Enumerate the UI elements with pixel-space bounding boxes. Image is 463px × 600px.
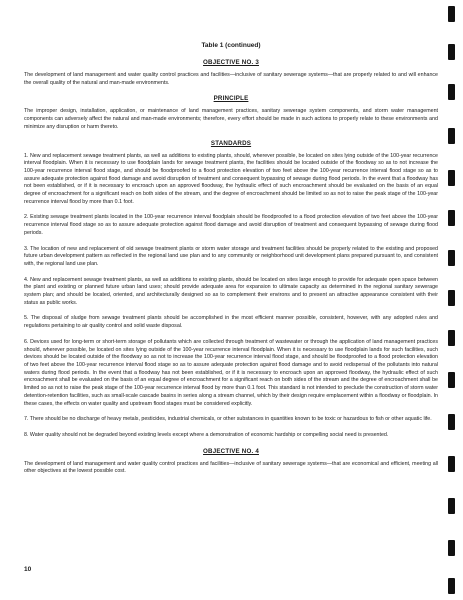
paragraph: The development of land management and water quality control practices and facilities—inclusive of sanitary sewerage systems—that are properly related to and will enhance the overall quality of the natural and man-made environments. <box>24 72 438 86</box>
standard-6: 6. Devices used for long-term or short-term storage of pollutants which are collected through treatment of wastewater or through the application of land management practices should, wherever possible, be located on sites lying outside of the 100-year recurrence interval floodplain. When it is necessary to use floodplain lands for such facilities, such devices should be located outside of the floodway so as not to increase the 100-year recurrence interval flood stage, and should be floodproofed to a flood protection elevation of two feet above the 100-year recurrence interval flood stage so as to assure adequate protection against flood damage and to avoid redispersal of the pollutants into natural waters during flood periods. In the event that a floodway has not been established, or if it is necessary to encroach upon an approved floodway, the hydraulic effect of such encroachment shall be evaluated on the basis of an equal degree of encroachment for a significant reach on both sides of the stream and the degree of encroachment shall be limited so as not to raise the peak stage of the 100-year recurrence interval flood by more than 0.1 foot. This standard is not intended to preclude the construction of storm water detention-retention facilities, such as small-scale cascade basins in series along a stream channel, which by their design require emplacement within a floodway or floodplain. In these cases, the effects on water quality and upstream flood stages must be considered explicitly. <box>24 338 438 407</box>
edge-mark <box>448 170 455 186</box>
edge-mark <box>448 456 455 472</box>
page-number: 10 <box>24 566 32 573</box>
paragraph: The improper design, installation, application, or maintenance of land management practices, sanitary sewerage system components, and storm water management components can adversely affect the natural and man-made environments; therefore, every effort should be made in such actions to properly relate to these environments and minimize any disruption or harm thereto. <box>24 108 438 130</box>
edge-mark <box>448 498 455 514</box>
edge-mark <box>448 84 455 100</box>
edge-marks <box>448 0 463 600</box>
section-heading: OBJECTIVE NO. 3 <box>203 59 259 66</box>
edge-mark <box>448 128 455 144</box>
edge-mark <box>448 44 455 60</box>
section-heading: STANDARDS <box>210 139 252 147</box>
standard-8: 8. Water quality should not be degraded beyond existing levels except where a demonstration of economic hardship or compelling social need is presented. <box>24 431 389 438</box>
edge-mark <box>448 250 455 266</box>
text-column <box>24 42 438 484</box>
standard-7: 7. There should be no discharge of heavy metals, pesticides, industrial chemicals, or other substances in quantities known to be toxic or hazardous to fish or other aquatic life. <box>24 416 432 423</box>
edge-mark <box>448 330 455 346</box>
edge-mark <box>448 210 455 226</box>
edge-mark <box>448 578 455 594</box>
section-heading: OBJECTIVE NO. 4 <box>203 447 259 455</box>
edge-mark <box>448 414 455 430</box>
section-standards <box>24 140 438 440</box>
standard-3: 3. The location of new and replacement of old sewage treatment plants or storm water storage and treatment facilities should be properly related to the existing and proposed future urban development pattern as reflected in the regional land use plan and to any community or neighborhood unit development plans prepared pursuant to, and consistent with, the regional land use plan. <box>24 245 438 267</box>
section-heading: PRINCIPLE <box>213 95 249 103</box>
section-principle <box>24 95 438 131</box>
section-objective-3 <box>24 59 438 87</box>
edge-mark <box>448 6 455 22</box>
standard-4: 4. New and replacement sewage treatment plants, as well as additions to existing plants, should be located on sites large enough to provide for adequate open space between the plant and existing or planned future urban land uses; should provide adequate area for expansion to ultimate capacity as determined in the regional sanitary sewerage system plan; and should be located, oriented, and architecturally designed so as to complement their environs and to present an attractive appearance consistent with their status as public works. <box>24 276 438 306</box>
edge-mark <box>448 372 455 388</box>
standard-1: 1. New and replacement sewage treatment plants, as well as additions to existing plants, should, wherever possible, be located on sites lying outside of the 100-year recurrence interval floodplain. When it is necessary to use floodplain lands for sewage treatment plants, the facilities should be located outside of the floodway so as to not increase the 100-year recurrence interval flood stage, and should be floodproofed to a flood protection elevation of two feet above the 100-year recurrence interval flood stage so as to assure adequate protection against flood damage and avoid disruption of treatment and consequent bypassing of sewage during flood periods. In the event that a floodway has not been established, or if it is necessary to encroach upon an approved floodway, the hydraulic effect of such encroachment should be evaluated on the basis of an equal degree of encroachment for a significant reach on both sides of the stream, and the degree of encroachment should be limited so as not to raise the peak stage of the 100-year recurrence interval flood by more than 0.1 foot. <box>24 152 438 205</box>
standard-5: 5. The disposal of sludge from sewage treatment plants should be accomplished in the most efficient manner possible, consistent, however, with any adopted rules and regulations pertaining to air quality control and solid waste disposal. <box>24 315 438 330</box>
section-objective-4 <box>24 448 438 476</box>
standard-2: 2. Existing sewage treatment plants located in the 100-year recurrence interval floodplain should be floodproofed to a flood protection elevation of two feet above the 100-year recurrence interval flood stage so as to assure adequate protection against flood damage and avoid disruption of treatment and consequent bypassing of sewage during flood periods. <box>24 214 438 236</box>
paragraph: The development of land management and water quality control practices and facilities—inclusive of sanitary sewerage systems—that are economical and efficient, meeting all other objectives at the lowest possible cost. <box>24 460 438 475</box>
edge-mark <box>448 540 455 556</box>
table-title: Table 1 (continued) <box>201 42 261 49</box>
edge-mark <box>448 290 455 306</box>
